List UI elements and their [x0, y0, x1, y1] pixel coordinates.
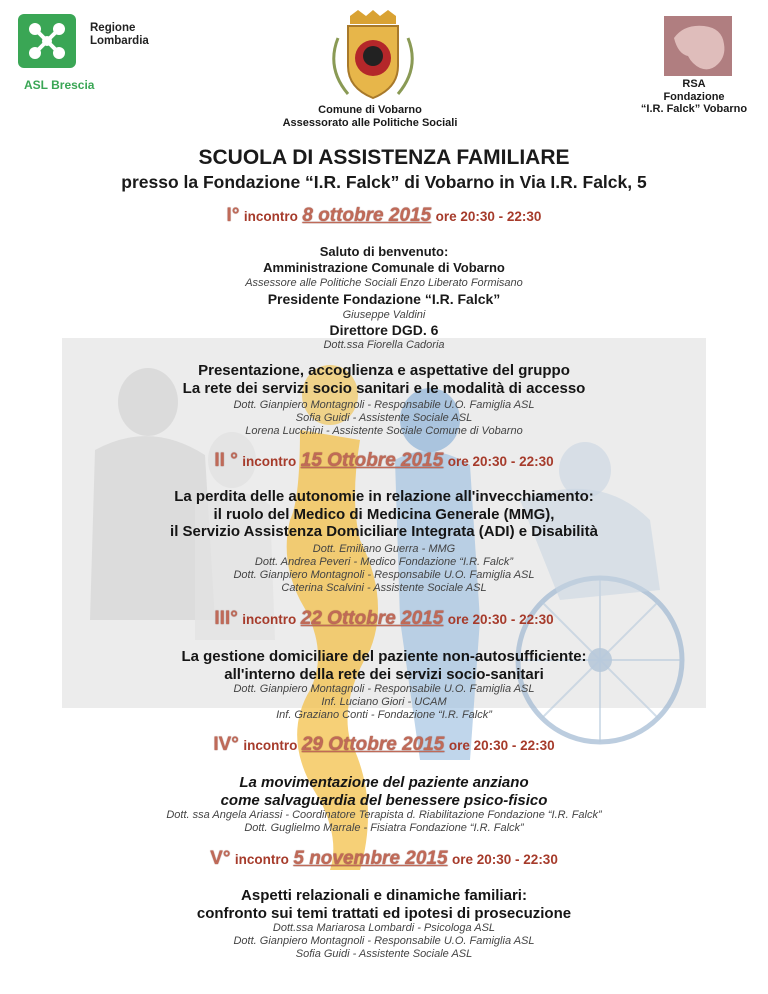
comune-name: Comune di Vobarno [318, 104, 422, 116]
comune-block [250, 104, 490, 129]
meeting-word: incontro [243, 209, 298, 224]
meeting-date: 8 ottobre 2015 [302, 205, 432, 226]
speaker-line: Inf. Graziano Conti - Fondazione “I.R. Falck” [276, 709, 492, 721]
meeting-word: incontro [242, 612, 297, 627]
meeting-2-speakers [0, 543, 768, 595]
meeting-1-speakers [0, 399, 768, 438]
speaker-line: Dott. Gianpiero Montagnoli - Responsabile U.O. Famiglia ASL [233, 399, 535, 411]
meeting-time: ore 20:30 - 22:30 [448, 738, 555, 753]
presidente-name: Giuseppe Valdini [342, 309, 426, 321]
meeting-1-header [0, 205, 768, 227]
meeting-time: ore 20:30 - 22:30 [452, 852, 558, 867]
meeting-1-topics [0, 362, 768, 397]
topic-line: La perdita delle autonomie in relazione all'invecchiamento: [174, 488, 594, 505]
lombardia-rose-icon [18, 14, 76, 68]
meeting-2-header [0, 450, 768, 472]
rsa-block [620, 78, 768, 116]
meeting-5-header [0, 848, 768, 870]
welcome-by: Amministrazione Comunale di Vobarno [263, 260, 505, 275]
speaker-line: Dott. Andrea Peveri - Medico Fondazione “I.R. Falck” [254, 556, 514, 568]
speaker-line: Dott. ssa Angela Ariassi - Coordinatore Terapista d. Riabilitazione Fondazione “I.R. Falck” [166, 809, 602, 821]
topic-line: La gestione domiciliare del paziente non-autosufficiente: [181, 648, 587, 665]
meeting-4-speakers [0, 809, 768, 835]
topic-line: La movimentazione del paziente anziano [239, 774, 529, 791]
topic-line: confronto sui temi trattati ed ipotesi di prosecuzione [196, 904, 572, 922]
meeting-4-header [0, 734, 768, 756]
welcome-label: Saluto di benvenuto: [319, 244, 449, 259]
fondazione-profile-icon [664, 16, 732, 76]
page-subtitle: presso la Fondazione “I.R. Falck” di Vobarno in Via I.R. Falck, 5 [121, 172, 647, 192]
speaker-line: Dott. Gianpiero Montagnoli - Responsabile U.O. Famiglia ASL [233, 683, 535, 695]
direttore-title: Direttore DGD. 6 [329, 322, 439, 338]
meeting-date: 15 Ottobre 2015 [300, 450, 444, 471]
regione-name: Regione Lombardia [90, 22, 149, 47]
topic-line: Presentazione, accoglienza e aspettative del gruppo [198, 362, 570, 379]
meeting-5-speakers [0, 922, 768, 961]
speaker-line: Sofia Guidi - Assistente Sociale ASL [295, 412, 473, 424]
meeting-word: incontro [243, 738, 298, 753]
rsa-logo [664, 16, 732, 76]
meeting-number: IV° [213, 734, 239, 755]
meeting-date: 22 Ottobre 2015 [300, 608, 444, 629]
presidente-title: Presidente Fondazione “I.R. Falck” [267, 291, 501, 307]
meeting-3-topics [0, 648, 768, 683]
meeting-time: ore 20:30 - 22:30 [447, 612, 554, 627]
rsa-name: “I.R. Falck” Vobarno [640, 103, 748, 115]
meeting-5-topics [0, 887, 768, 922]
meeting-3-speakers [0, 683, 768, 722]
comune-crest-icon [318, 8, 428, 104]
topic-line: il Servizio Assistenza Domiciliare Integrata (ADI) e Disabilità [170, 523, 598, 540]
meeting-4-topics [0, 774, 768, 809]
meeting-number: V° [210, 848, 231, 869]
meeting-date: 29 Ottobre 2015 [301, 734, 445, 755]
topic-line: come salvaguardia del benessere psico-fisico [220, 791, 548, 809]
page-title: SCUOLA DI ASSISTENZA FAMILIARE [198, 146, 570, 169]
topic-line: all'interno della rete dei servizi socio-sanitari [224, 665, 544, 683]
topic-line: Aspetti relazionali e dinamiche familiari: [241, 887, 527, 904]
speaker-line: Inf. Luciano Giori - UCAM [321, 696, 447, 708]
speaker-line: Lorena Lucchini - Assistente Sociale Comune di Vobarno [245, 425, 523, 437]
topic-line: La rete dei servizi socio sanitari e le modalità di accesso [182, 379, 586, 397]
speaker-line: Dott. Guglielmo Marrale - Fisiatra Fondazione “I.R. Falck” [244, 822, 524, 834]
meeting-number: III° [214, 608, 238, 629]
topic-line: il ruolo del Medico di Medicina Generale (MMG), [213, 505, 555, 523]
meeting-time: ore 20:30 - 22:30 [435, 209, 542, 224]
meeting-3-header [0, 608, 768, 630]
speaker-line: Dott. Emiliano Guerra - MMG [312, 543, 456, 555]
meeting-2-topics [0, 488, 768, 541]
asl-name: ASL Brescia [24, 78, 95, 92]
meeting-word: incontro [242, 454, 297, 469]
speaker-line: Sofia Guidi - Assistente Sociale ASL [295, 948, 473, 960]
regione-lombardia-logo [18, 14, 76, 68]
rsa-label: RSA [682, 78, 706, 90]
meeting-number: I° [226, 205, 240, 226]
meeting-date: 5 novembre 2015 [293, 848, 448, 869]
rsa-fondazione: Fondazione [663, 90, 725, 103]
speaker-line: Dott. Gianpiero Montagnoli - Responsabile U.O. Famiglia ASL [233, 569, 535, 581]
assessorato-name: Assessorato alle Politiche Sociali [282, 116, 458, 129]
speaker-line: Dott. Gianpiero Montagnoli - Responsabile U.O. Famiglia ASL [233, 935, 535, 947]
meeting-number: II ° [214, 450, 238, 471]
direttore-name: Dott.ssa Fiorella Cadoria [323, 339, 445, 351]
meeting-time: ore 20:30 - 22:30 [447, 454, 554, 469]
speaker-line: Dott.ssa Mariarosa Lombardi - Psicologa ASL [272, 922, 496, 934]
assessore: Assessore alle Politiche Sociali Enzo Liberato Formisano [245, 277, 523, 289]
meeting-word: incontro [234, 852, 289, 867]
speaker-line: Caterina Scalvini - Assistente Sociale ASL [281, 582, 487, 594]
